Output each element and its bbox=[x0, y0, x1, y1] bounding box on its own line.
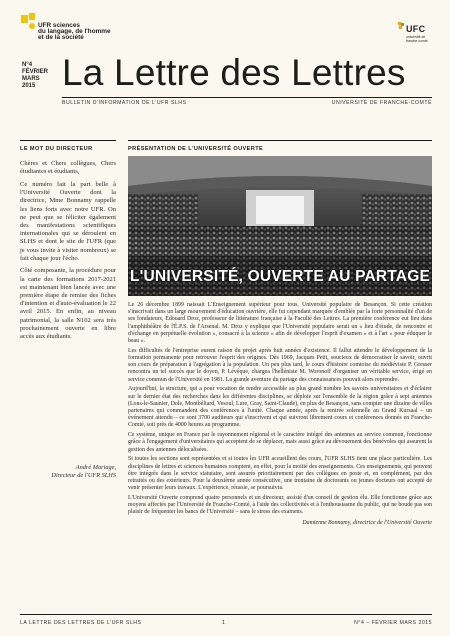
director-column bbox=[20, 140, 116, 612]
footer-page-number: 1 bbox=[222, 620, 226, 626]
article-heading: PRÉSENTATION DE L'UNIVERSITÉ OUVERTE bbox=[128, 146, 264, 152]
article-paragraph: Ce système, unique en France par le rayonnement régional et le caractère intégré des antennes au service commun, fonctionne grâce à l'engagement d'universitaires qui acceptent de se déplacer, mais aussi grâce au dévouement des bénévoles qui assurent la gestion des antennes délocalisées. bbox=[128, 432, 432, 453]
director-heading: LE MOT DU DIRECTEUR bbox=[20, 146, 93, 152]
footer-rule bbox=[20, 614, 432, 615]
ufr-acronym: UFR bbox=[38, 22, 52, 29]
director-signature bbox=[20, 464, 116, 480]
bulletin-subtitle: BULLETIN D'INFORMATION DE L'UFR SLHS bbox=[62, 100, 187, 106]
issue-month1: FÉVRIER bbox=[22, 69, 49, 75]
main-rule bbox=[128, 140, 432, 141]
photo-caption: L'UNIVERSITÉ, OUVERTE AU PARTAGE bbox=[129, 268, 430, 285]
ufr-line3: et de la société bbox=[38, 34, 84, 41]
article-paragraph: Si toutes les sections sont représentées et si toutes les UFR accueillent des cours, l'UFR SLHS tient une place particulière. Les disciplines de lettres et sciences humaines comptent, en effet, pour la moitié des enseignements. Ces enseignements, qui peuvent être intégrés dans le service statutaire, sont assurés prioritairement par des collègues en poste et, en complément, par des retraités ou des extérieurs. Pour la deuxième année consécutive, une trentaine de doctorants ou jeunes docteurs ont accepté de venir présenter leurs travaux. L'expérience, réussie, se poursuivra. bbox=[128, 456, 432, 492]
ufc-logo-mark-icon bbox=[396, 22, 406, 34]
issue-month2: MARS bbox=[22, 76, 40, 82]
university-name: UNIVERSITÉ DE FRANCHE-COMTÉ bbox=[331, 100, 432, 106]
footer-issue: N°4 – FÉVRIER MARS 2015 bbox=[354, 620, 432, 626]
ufc-subtitle: université de franche-comté bbox=[406, 35, 428, 43]
ufr-line1: sciences bbox=[52, 22, 80, 29]
issue-number: N°4 bbox=[22, 62, 33, 68]
ufr-slhs-logo bbox=[20, 13, 140, 49]
article-signature: Damienne Bonnamy, directrice de l'Université Ouverte bbox=[302, 519, 432, 526]
lecture-hall-photo bbox=[128, 156, 432, 296]
issue-info bbox=[22, 62, 48, 90]
article-paragraph: Les difficultés de l'entreprise eurent raison du projet après huit années d'existence. Il fallut attendre le développement de la formation permanente pour retrouver l'esprit des origines. Dès 1969, Jacques Petit, soucieux de démocratiser le savoir, ouvrit son cours de préparation à l'agrégation à la population. Un peu plus tard, le cours d'histoire comtoise du médiéviste P. Gresser rencontra un tel succès que le doyen, P. Lévêque, chargea l'helléniste M. Woronoff d'organiser un véritable service, érigé en service commun de l'Université en 1981. La grande aventure du partage des connaissances pouvait alors reprendre. bbox=[128, 347, 432, 383]
masthead-rule bbox=[62, 97, 432, 98]
ufc-acronym: UFC bbox=[406, 24, 426, 34]
ufr-line2: du langage, de l'homme bbox=[38, 28, 111, 35]
director-paragraph: Côté composante, la procédure pour la carte des formations 2017-2021 est maintenant bien lancée avec une première étape de remise des fiches d'intention et d'auto-évaluation le 22 avril 2015. En enfin, au niveau patrimonial, la salle N102 sera très prochainement ouverte en libre accès aux étudiants. bbox=[20, 267, 116, 341]
director-paragraph: Ce numéro fait la part belle à l'Université Ouverte dont la directrice, Mme Bonnamy rappelle les liens forts avec notre UFR. On ne peut que se féliciter également des manifestations scientifiques internationales qui se déroulent en SLHS et dont le site de l'UFR (que je vous invite à visiter nombreux) se fait chaque jour l'écho. bbox=[20, 180, 116, 262]
director-role: Directeur de l'UFR SLHS bbox=[51, 472, 116, 479]
director-name: André Mariage, bbox=[75, 464, 116, 471]
footer-publication: LA LETTRE DES LETTRES DE L'UFR SLHS bbox=[20, 620, 142, 626]
article-paragraph: Le 26 décembre 1899 naissait L'Enseignement supérieur pour tous. Université populaire de Besançon. Si cette création s'inscrivait dans un large mouvement d'éducation ouvrière, elle fut cependant marquée d'emblée par la forte personnalité d'un de ses fondateurs, Édouard Droz, professeur de littérature française à la Faculté des Lettres. La première conférence eut lieu dans l'amphithéâtre de l'É.P.S. de l'Arsenal. M. Droz y explique que l'Université populaire serait un « lieu d'étude, de rencontre et d'échange en perpétuelle évolution », consacré à la science « afin de développer l'esprit d'examen » et à l'art « pour éduquer le beau ». bbox=[128, 302, 432, 345]
director-text bbox=[20, 160, 116, 346]
ufr-slhs-logo-mark-icon bbox=[20, 13, 38, 33]
newsletter-title: La Lettre des Lettres bbox=[62, 52, 406, 93]
article-text bbox=[128, 302, 432, 527]
issue-year: 2015 bbox=[22, 83, 36, 89]
director-paragraph: Chères et Chers collègues, Chers étudiantes et étudiants, bbox=[20, 160, 116, 176]
article-paragraph: L'Université Ouverte comprend quatre personnels et un directeur, assisté d'un conseil de gestion élu. Elle fonctionne grâce aux moyens affectés par l'Université de Franche-Comté, à l'aide des collectivités et à l'enthousiasme du public, qui ne boude pas son plaisir de fréquenter les bancs de l'Université – sans le stress des examens. bbox=[128, 495, 432, 516]
article-paragraph: Aujourd'hui, la structure, qui a pour vocation de rendre accessible au plus grand nombre les savoirs universitaires et d'éclairer sur le dernier état des recherches dans les différentes disciplines, se déploie sur l'ensemble de la région grâce à sept antennes (Lons-le-Saunier, Dole, Montbéliard, Vesoul, Lure, Gray, Saint-Claude), en plus de Besançon, sans compter une dizaine de villes partenaires qui commandent des conférences à l'unité. Chaque année, après la rentrée solennelle au Grand Kursaal – un événement attendu – ce sont 3700 auditeurs qui s'inscrivent et qui suivront librement cours et conférences donnés en Franche-Comté, soit près de 4000 heures au programme. bbox=[128, 386, 432, 429]
